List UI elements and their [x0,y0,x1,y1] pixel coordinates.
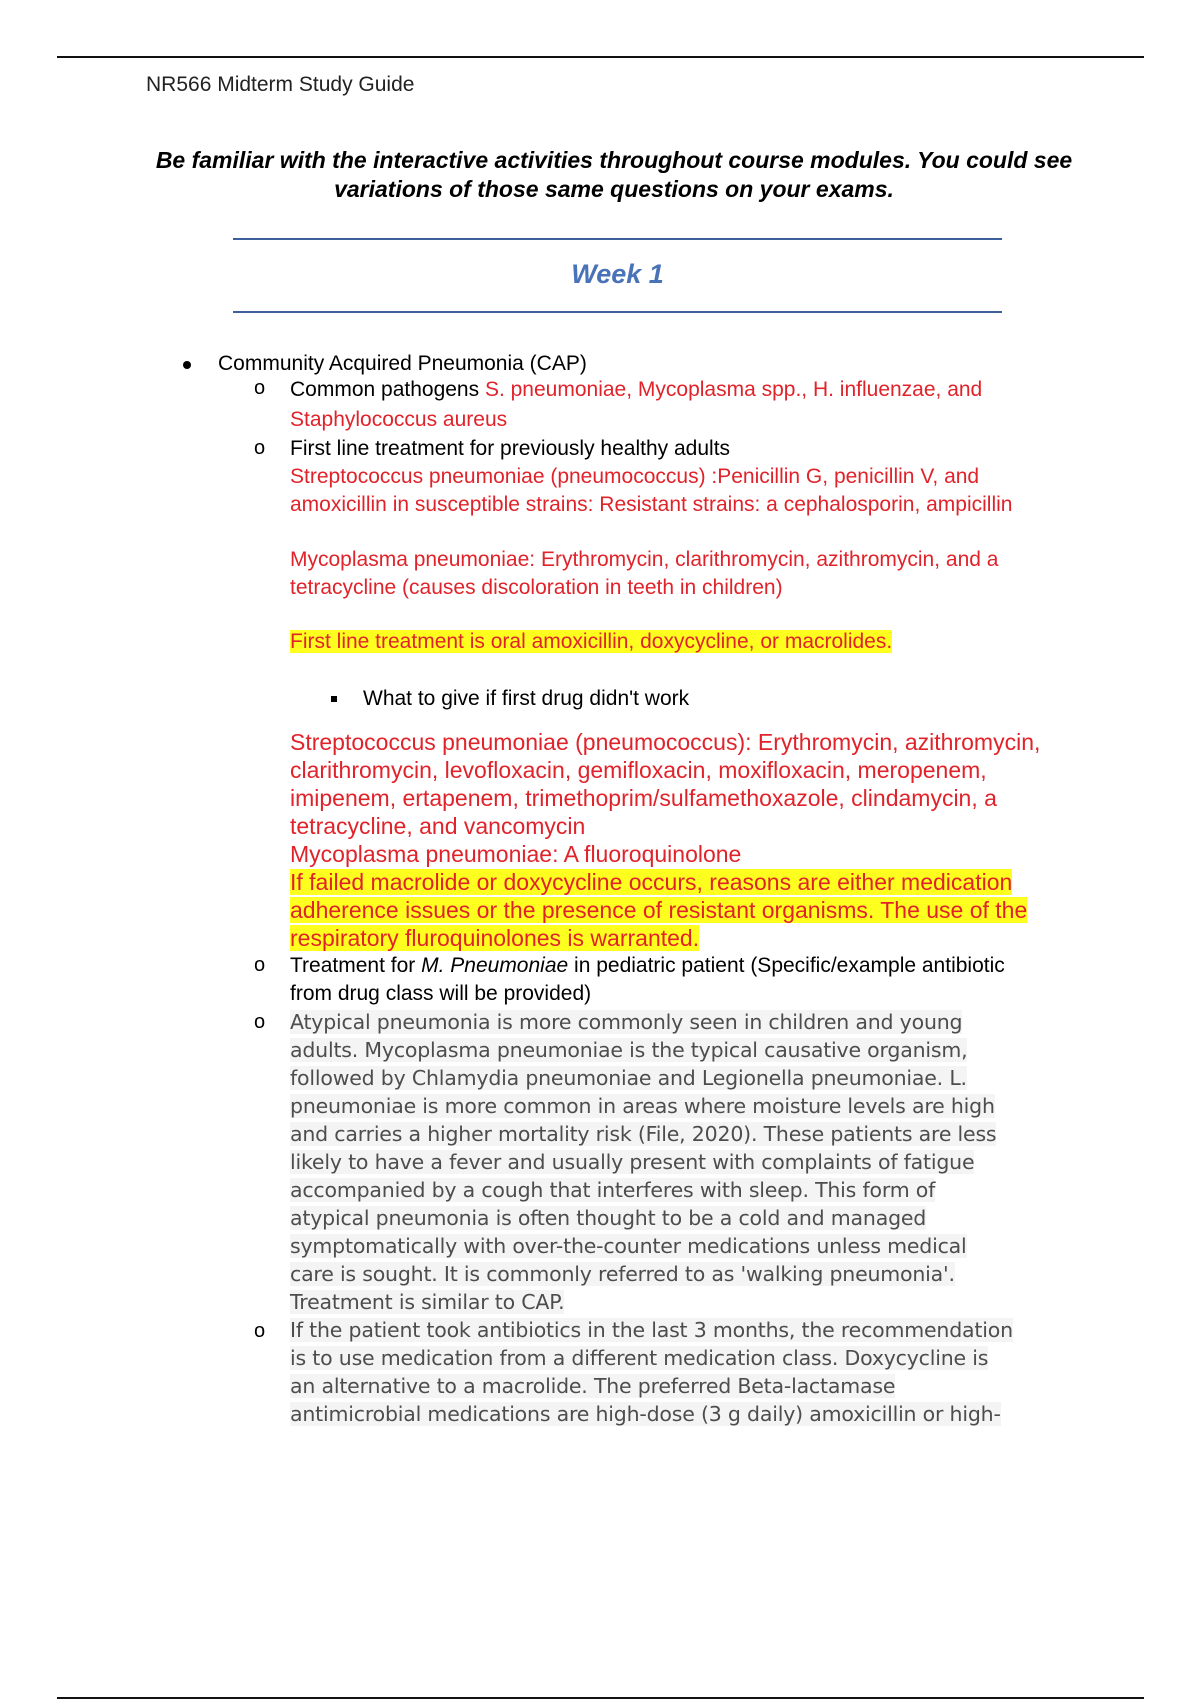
first-line-label: First line treatment for previously healthy adults [290,437,731,460]
failed-line [290,868,1040,896]
atypical-line [290,1092,996,1120]
atypical-line [290,1176,996,1204]
atypical-text: symptomatically with over-the-counter medications unless medical [290,1234,967,1258]
atypical-line [290,1232,996,1260]
antibiotics-line [290,1372,1013,1400]
pathogens-line2: Staphylococcus aureus [290,408,508,431]
peds-prefix: Treatment for [290,954,422,977]
atypical-line [290,1120,996,1148]
atypical-line [290,1008,996,1036]
sub-bullet-mark: o [254,1320,266,1342]
week-rule-bottom [233,311,1002,313]
pathogens-list: S. pneumoniae, Mycoplasma spp., H. influenzae, and [484,378,983,401]
atypical-line [290,1036,996,1064]
peds-line2: from drug class will be provided) [290,982,592,1005]
alt-line: tetracycline, and vancomycin [290,813,586,839]
atypical-line [290,1288,996,1316]
failed-line [290,896,1040,924]
atypical-text: Treatment is similar to CAP. [290,1290,565,1314]
sub-bullet-mark: o [254,377,266,399]
alt-line: imipenem, ertapenem, trimethoprim/sulfamethoxazole, clindamycin, a [290,785,997,811]
peds-line1 [290,952,1005,980]
myco-line1: Mycoplasma pneumoniae: Erythromycin, clarithromycin, azithromycin, and a [290,548,999,571]
sub-bullet-mark: o [254,954,266,976]
pathogens-line1 [290,376,982,404]
fallback-question: What to give if first drug didn't work [363,687,690,710]
top-rule [57,56,1144,58]
sub-bullet-mark: o [254,1011,266,1033]
failed-text: If failed macrolide or doxycycline occurs, reasons are either medication [290,869,1013,895]
failed-text: respiratory fluroquinolones is warranted. [290,925,700,951]
alt-line: Mycoplasma pneumoniae: A fluoroquinolone [290,841,742,867]
first-line-highlight-text: First line treatment is oral amoxicillin, doxycycline, or macrolides. [290,630,893,653]
peds-suffix: in pediatric patient (Specific/example antibiotic [568,954,1005,977]
myco-line2: tetracycline (causes discoloration in teeth in children) [290,576,783,599]
atypical-text: and carries a higher mortality risk (File, 2020). These patients are less [290,1122,997,1146]
atypical-text: followed by Chlamydia pneumoniae and Legionella pneumoniae. L. [290,1066,967,1090]
atypical-line [290,1148,996,1176]
atypical-line [290,1260,996,1288]
atypical-text: pneumoniae is more common in areas where moisture levels are high [290,1094,995,1118]
alt-line: clarithromycin, levofloxacin, gemifloxacin, moxifloxacin, meropenem, [290,757,987,783]
atypical-paragraph [290,1008,996,1316]
strep-line2: amoxicillin in susceptible strains: Resistant strains: a cephalosporin, ampicillin [290,493,1013,516]
square-bullet [331,696,337,702]
week-rule-top [233,238,1002,240]
topic-heading: Community Acquired Pneumonia (CAP) [218,352,587,375]
peds-organism: M. Pneumoniae [421,954,569,977]
bullet-dot [183,361,191,369]
antibiotics-line [290,1400,1013,1428]
antibiotics-text: If the patient took antibiotics in the last 3 months, the recommendation [290,1318,1013,1342]
atypical-text: care is sought. It is commonly referred to as 'walking pneumonia'. [290,1262,955,1286]
intro-note: Be familiar with the interactive activities throughout course modules. You could see variations of those same questions on your exams. [155,147,1073,202]
atypical-line [290,1064,996,1092]
antibiotics-text: antimicrobial medications are high-dose (3 g daily) amoxicillin or high- [290,1402,1001,1426]
antibiotics-paragraph [290,1316,1013,1428]
atypical-text: accompanied by a cough that interferes with sleep. This form of [290,1178,936,1202]
alt-treatments [290,728,1040,952]
atypical-text: adults. Mycoplasma pneumoniae is the typical causative organism, [290,1038,968,1062]
strep-line1: Streptococcus pneumoniae (pneumococcus) :Penicillin G, penicillin V, and [290,465,980,488]
failed-text: adherence issues or the presence of resistant organisms. The use of the [290,897,1028,923]
sub-bullet-mark: o [254,437,266,459]
antibiotics-line [290,1316,1013,1344]
antibiotics-text: an alternative to a macrolide. The preferred Beta-lactamase [290,1374,896,1398]
failed-line [290,924,1040,952]
week-title: Week 1 [571,259,664,289]
atypical-text: likely to have a fever and usually present with complaints of fatigue [290,1150,975,1174]
atypical-line [290,1204,996,1232]
first-line-highlight [290,628,892,656]
pathogens-label: Common pathogens [290,378,485,401]
alt-line: Streptococcus pneumoniae (pneumococcus): Erythromycin, azithromycin, [290,729,1041,755]
page-header: NR566 Midterm Study Guide [146,73,415,96]
atypical-text: Atypical pneumonia is more commonly seen in children and young [290,1010,963,1034]
atypical-text: atypical pneumonia is often thought to be a cold and managed [290,1206,927,1230]
bottom-rule [57,1697,1144,1699]
antibiotics-text: is to use medication from a different medication class. Doxycycline is [290,1346,989,1370]
antibiotics-line [290,1344,1013,1372]
